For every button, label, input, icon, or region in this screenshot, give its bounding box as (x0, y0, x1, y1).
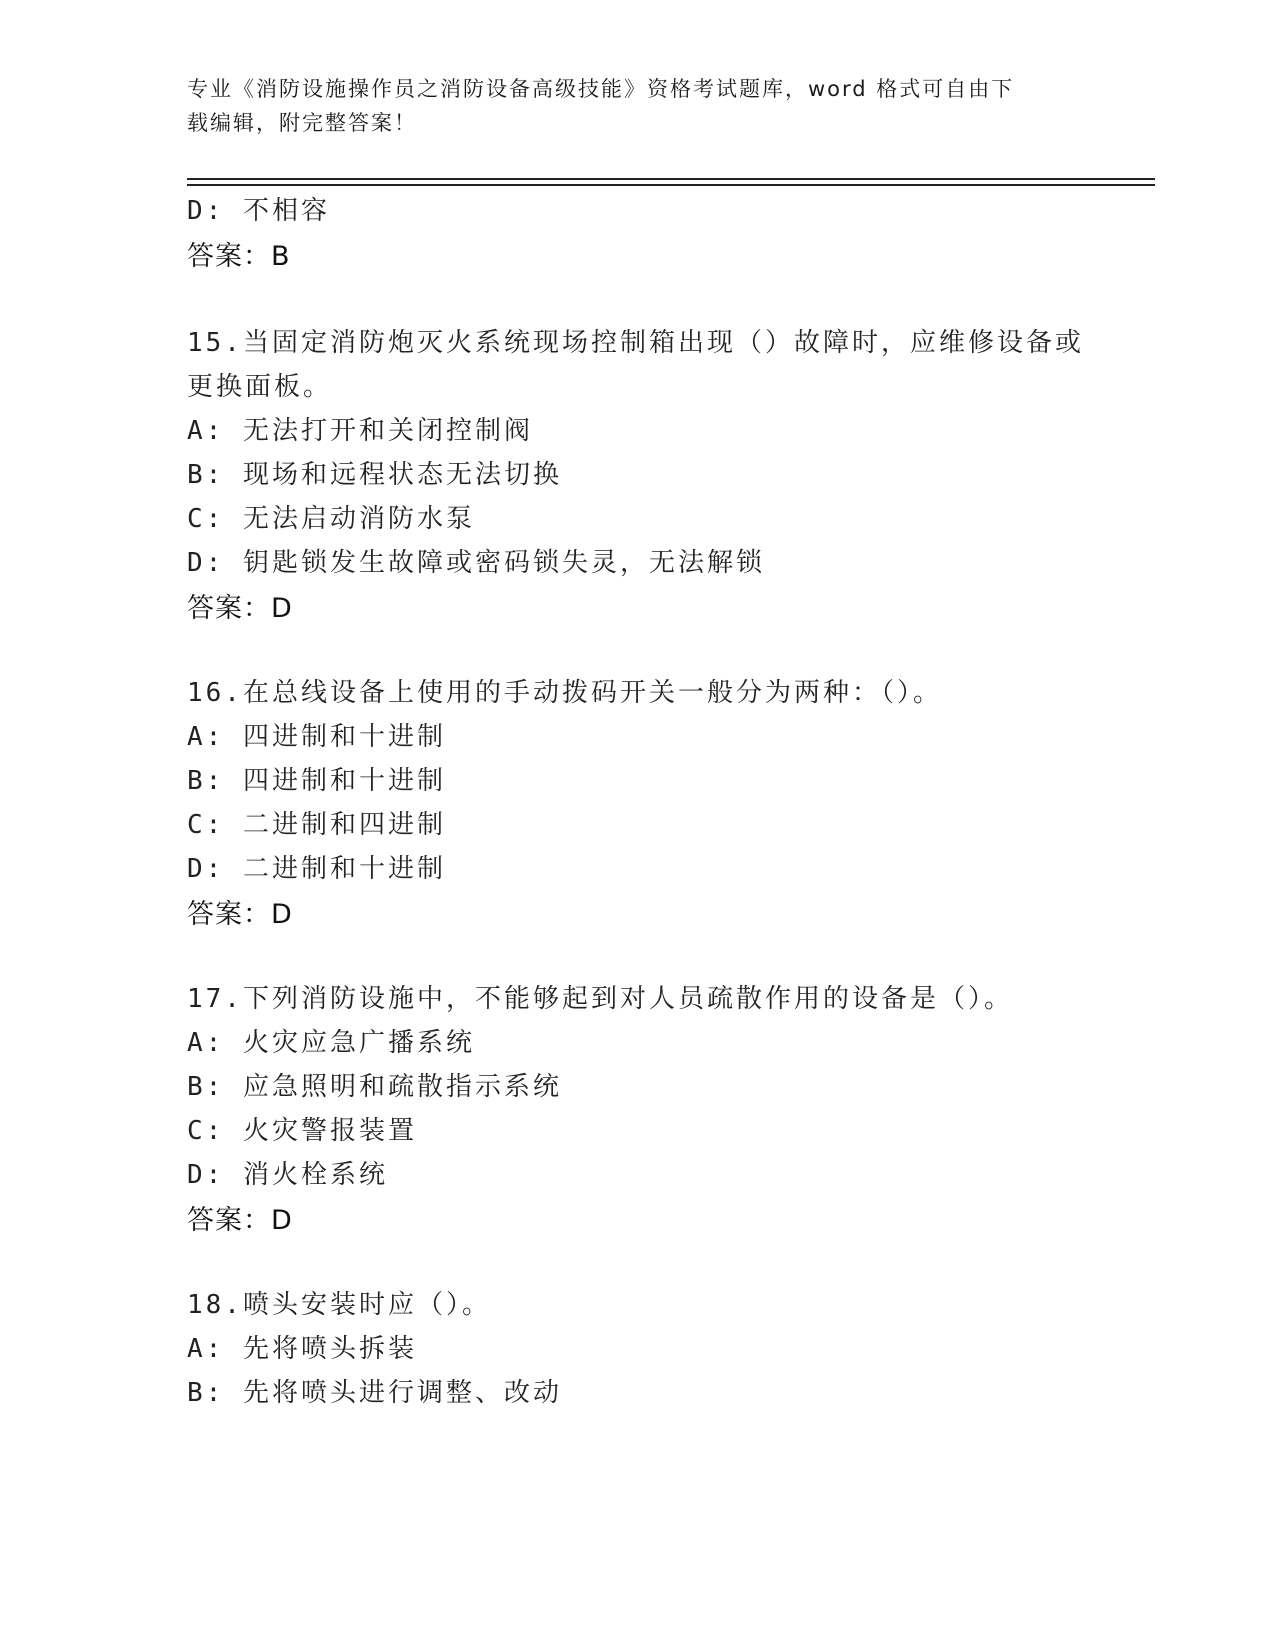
prev-option-d: D: 不相容 (187, 196, 330, 226)
q17-option-a: A: 火灾应急广播系统 (187, 1028, 475, 1058)
header-divider-top (187, 178, 1155, 180)
q17-option-b: B: 应急照明和疏散指示系统 (187, 1072, 562, 1102)
q16-option-a: A: 四进制和十进制 (187, 722, 446, 752)
q15-stem-line-1: 15.当固定消防炮灭火系统现场控制箱出现（）故障时，应维修设备或 (187, 328, 1084, 358)
header-line-2: 载编辑，附完整答案！ (187, 111, 417, 135)
prev-answer: 答案：B (187, 241, 291, 272)
q15-answer: 答案：D (187, 593, 293, 624)
q15-option-a: A: 无法打开和关闭控制阀 (187, 416, 533, 446)
document-header (187, 72, 1087, 140)
q17-option-c: C: 火灾警报装置 (187, 1116, 417, 1146)
q16-option-c: C: 二进制和四进制 (187, 810, 446, 840)
q18-option-a: A: 先将喷头拆装 (187, 1334, 417, 1364)
q18-option-b: B: 先将喷头进行调整、改动 (187, 1378, 562, 1408)
q18-stem: 18.喷头安装时应（）。 (187, 1290, 491, 1320)
q16-answer: 答案：D (187, 899, 293, 930)
q17-answer: 答案：D (187, 1205, 293, 1236)
q15-option-c: C: 无法启动消防水泵 (187, 504, 475, 534)
q16-option-b: B: 四进制和十进制 (187, 766, 446, 796)
q17-option-d: D: 消火栓系统 (187, 1160, 388, 1190)
q15-stem-line-2: 更换面板。 (187, 372, 333, 402)
header-line-1: 专业《消防设施操作员之消防设备高级技能》资格考试题库，word 格式可自由下 (187, 77, 1015, 101)
q15-option-d: D: 钥匙锁发生故障或密码锁失灵，无法解锁 (187, 548, 765, 578)
header-divider-bottom (187, 184, 1155, 186)
q15-option-b: B: 现场和远程状态无法切换 (187, 460, 562, 490)
q16-stem: 16.在总线设备上使用的手动拨码开关一般分为两种：（）。 (187, 678, 942, 708)
q17-stem: 17.下列消防设施中，不能够起到对人员疏散作用的设备是（）。 (187, 984, 1013, 1014)
q16-option-d: D: 二进制和十进制 (187, 854, 446, 884)
